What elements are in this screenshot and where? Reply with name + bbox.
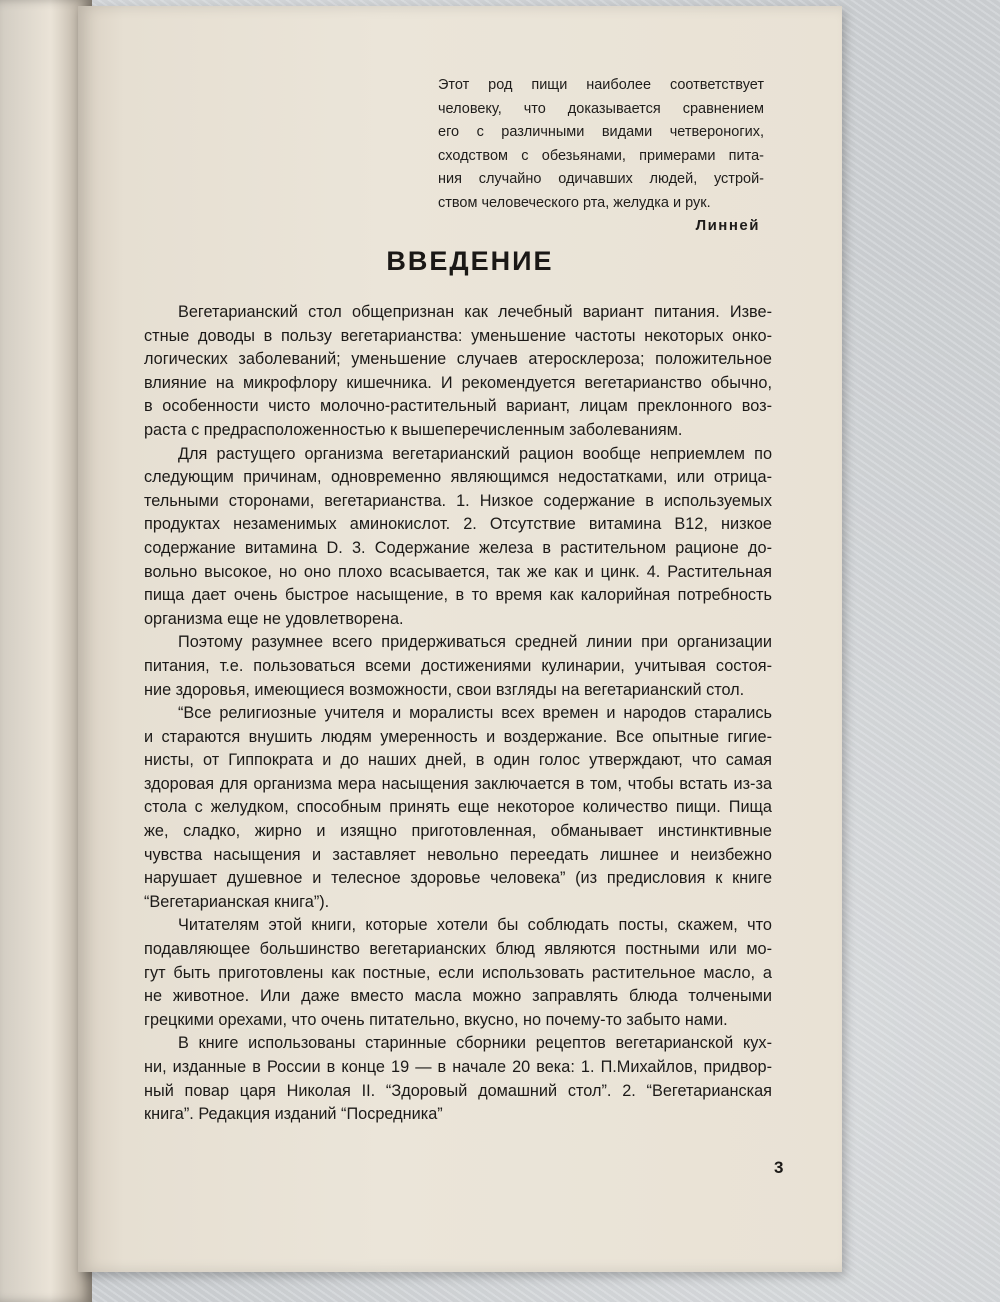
epigraph-line: ния случайно одичавших людей, устрой- bbox=[438, 171, 764, 187]
text-line: вольно высокое, но оно плохо всасывается, так же как и цинк. 4. Растительная bbox=[144, 562, 772, 581]
text-line: Читателям этой книги, которые хотели бы соблюдать посты, скажем, что bbox=[178, 916, 772, 935]
page-number: 3 bbox=[774, 1158, 784, 1177]
text-line: ние здоровья, имеющиеся возможности, свои взгляды на вегетарианский стол. bbox=[144, 680, 745, 699]
text-line: тельными сторонами, вегетарианства. 1. Низкое содержание в используемых bbox=[144, 491, 772, 510]
paragraph bbox=[144, 631, 772, 702]
text-line: стола с желудком, способным принять еще некоторое количество пищи. Пища bbox=[144, 798, 772, 817]
text-line: стные доводы в пользу вегетарианства: уменьшение частоты некоторых онко- bbox=[144, 326, 772, 345]
epigraph-line: сходством с обезьянами, примерами пита- bbox=[438, 147, 764, 164]
body-text bbox=[144, 301, 772, 1127]
epigraph-line: человеку, что доказывается сравнением bbox=[438, 100, 764, 117]
text-line: же, сладко, жирно и изящно приготовленная, обманывает инстинктивные bbox=[144, 822, 772, 841]
text-line: раста с предрасположенностью к вышеперечисленным заболеваниям. bbox=[144, 420, 683, 439]
text-line: организма еще не удовлетворена. bbox=[144, 609, 404, 628]
text-line: грецкими орехами, что очень питательно, вкусно, но почему-то забыто нами. bbox=[144, 1010, 728, 1029]
page-title: ВВЕДЕНИЕ bbox=[386, 246, 554, 276]
text-line: нарушает душевное и телесное здоровье человека” (из предисловия к книге bbox=[144, 869, 772, 888]
text-line: следующим причинам, одновременно являющимся недостатками, или отрица- bbox=[144, 468, 772, 487]
text-line: гут быть приготовлены как постные, если использовать растительное масло, а bbox=[144, 963, 772, 982]
text-line: ный повар царя Николая II. “Здоровый домашний стол”. 2. “Вегетарианская bbox=[144, 1081, 772, 1100]
text-line: книга”. Редакция изданий “Посредника” bbox=[144, 1105, 443, 1124]
epigraph-line: его с различными видами четвероногих, bbox=[438, 124, 764, 140]
text-line: нисты, от Гиппократа и до наших дней, в один голос утверждают, что самая bbox=[144, 751, 772, 770]
text-line: в особенности чисто молочно-растительный вариант, лицам преклонного воз- bbox=[144, 397, 772, 416]
text-line: содержание витамина D. 3. Содержание железа в растительном рационе до- bbox=[144, 538, 772, 557]
paragraph bbox=[144, 1032, 772, 1126]
text-line: “Все религиозные учителя и моралисты всех времен и народов старались bbox=[178, 704, 772, 723]
epigraph-author: Линней bbox=[695, 217, 760, 234]
epigraph-line: ством человеческого рта, желудка и рук. bbox=[438, 194, 711, 211]
paragraph bbox=[144, 301, 772, 443]
paragraph bbox=[144, 914, 772, 1032]
text-line: и стараются внушить людям умеренность и воздержание. Все опытные гигие- bbox=[144, 727, 772, 746]
text-line: чувства насыщения и заставляет невольно переедать лишнее и неизбежно bbox=[144, 845, 772, 864]
text-line: питания, т.е. пользоваться всеми достижениями кулинарии, учитывая состоя- bbox=[144, 656, 772, 675]
paragraph bbox=[144, 702, 772, 914]
text-line: пища дает очень быстрое насыщение, в то время как калорийная потребность bbox=[144, 586, 772, 605]
text-line: “Вегетарианская книга”). bbox=[144, 892, 330, 911]
epigraph bbox=[438, 74, 764, 215]
paragraph bbox=[144, 443, 772, 632]
text-line: логических заболеваний; уменьшение случаев атеросклероза; положительное bbox=[144, 350, 772, 369]
text-line: Поэтому разумнее всего придерживаться средней линии при организации bbox=[178, 633, 772, 652]
text-line: здоровая для организма мера насыщения заключается в том, чтобы встать из-за bbox=[144, 774, 772, 793]
text-line: Для растущего организма вегетарианский рацион вообще неприемлем по bbox=[178, 444, 772, 463]
text-line: продуктах незаменимых аминокислот. 2. Отсутствие витамина B12, низкое bbox=[144, 515, 772, 534]
left-page-shadow bbox=[0, 0, 60, 1302]
text-line: влияние на микрофлору кишечника. И рекомендуется вегетарианство обычно, bbox=[144, 373, 772, 392]
text-line: ни, изданные в России в конце 19 — в начале 20 века: 1. П.Михайлов, придвор- bbox=[144, 1058, 772, 1076]
text-line: не животное. Или даже вместо масла можно заправлять блюда толчеными bbox=[144, 987, 772, 1006]
text-line: В книге использованы старинные сборники рецептов вегетарианской кух- bbox=[178, 1034, 772, 1053]
text-line: подавляющее большинство вегетарианских блюд являются постными или мо- bbox=[144, 940, 772, 959]
text-line: Вегетарианский стол общепризнан как лечебный вариант питания. Изве- bbox=[178, 303, 772, 321]
epigraph-line: Этот род пищи наиболее соответствует bbox=[438, 77, 764, 93]
